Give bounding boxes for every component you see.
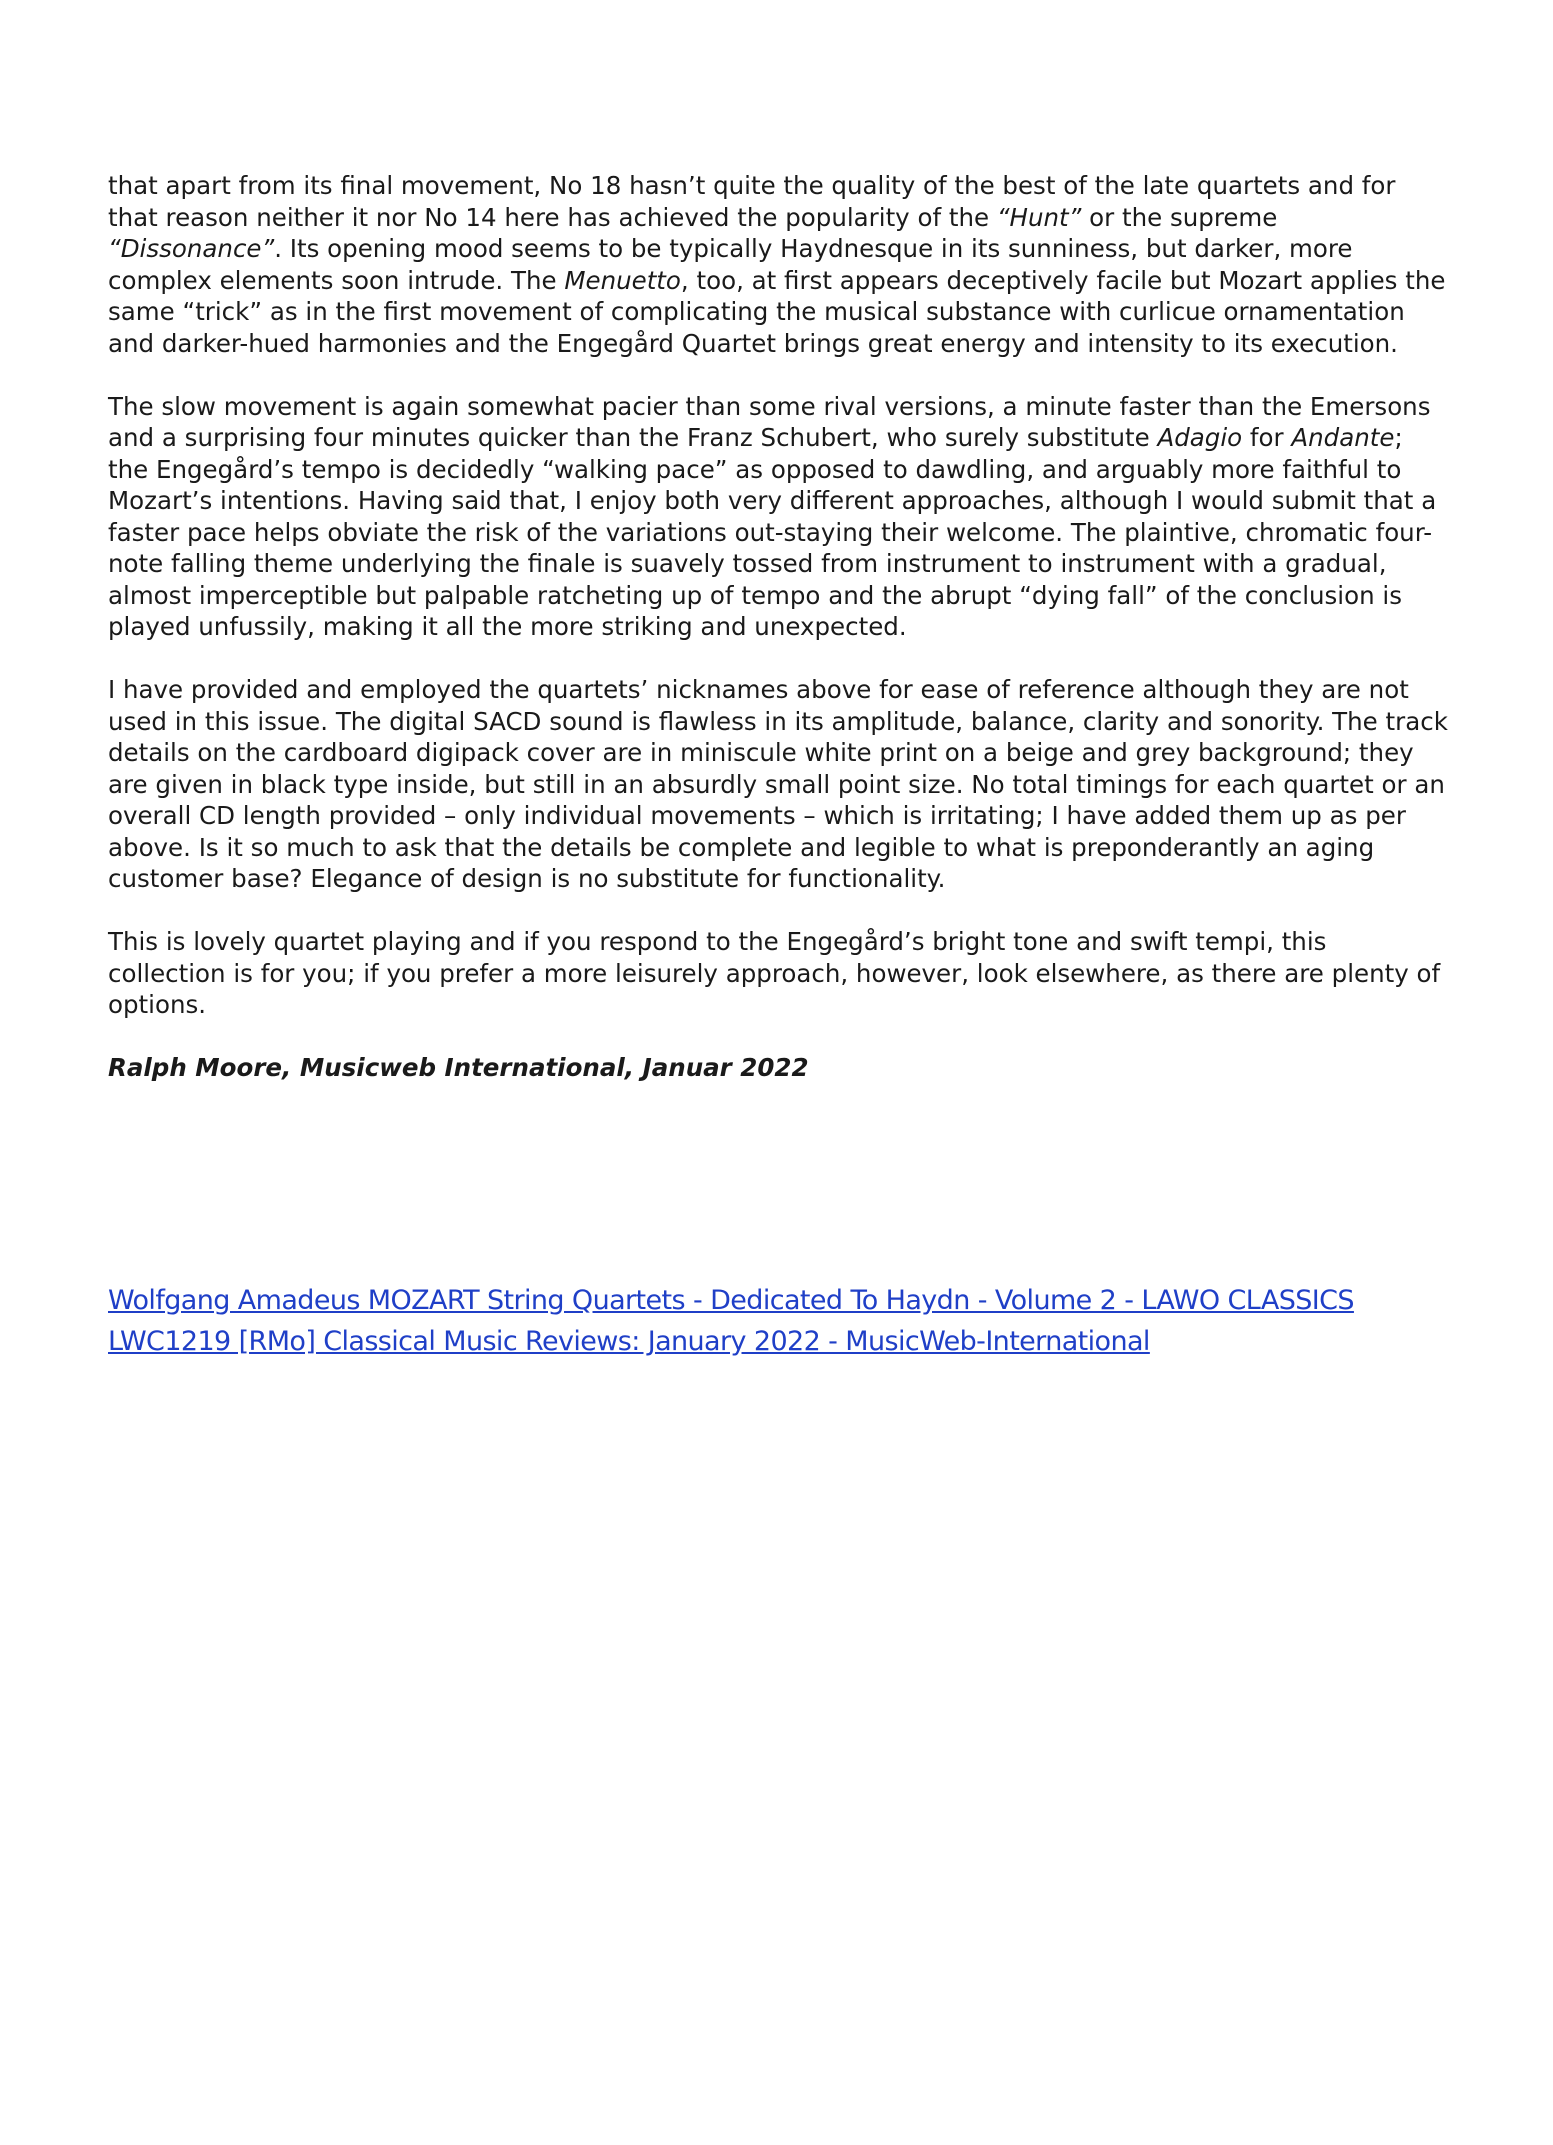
paragraph-2 — [108, 391, 1448, 643]
review-body — [108, 170, 1448, 1115]
paragraph-1 — [108, 170, 1448, 359]
paragraph-4 — [108, 926, 1448, 1021]
source-link-block — [108, 1280, 1448, 1362]
review-signature: Ralph Moore, Musicweb International, Januar 2022 — [108, 1053, 809, 1082]
text-segment: for — [1242, 423, 1292, 452]
text-segment: . Its opening mood seems to be typically Haydnesque in its sunniness, but darker, more complex elements soon intrude. The — [108, 234, 1353, 295]
source-link-line-2[interactable]: LWC1219 [RMo] Classical Music Reviews: January 2022 - MusicWeb-International — [108, 1326, 1150, 1357]
text-segment: I have provided and employed the quartets’ nicknames above for ease of reference although they are not used in this issue. The digital SACD sound is flawless in its amplitude, balance, clarity and sonority. The track details on the cardboard digipack cover are in miniscule white print on a beige and grey background; they are given in black type inside, but still in an absurdly small point size. No total timings for each quartet or an overall CD length provided – only individual movements – which is irritating; I have added them up as per above. Is it so much to ask that the details be complete and legible to what is preponderantly an aging customer base? Elegance of design is no substitute for functionality. — [108, 675, 1448, 893]
italic-term-menuetto: Menuetto — [564, 265, 681, 295]
text-segment: This is lovely quartet playing and if you respond to the Engegård’s bright tone and swift tempi, this collection is for you; if you prefer a more leisurely approach, however, look elsewhere, as there are plenty of options. — [108, 927, 1441, 1019]
italic-term-adagio: Adagio — [1157, 423, 1243, 452]
text-segment: ; the Engegård’s tempo is decidedly “walking pace” as opposed to dawdling, and arguably more faithful to Mozart’s intentions. Having said that, I enjoy both very different approaches, although I would submit that a faster pace helps obviate the risk of the variations out-staying their welcome. The plaintive, chromatic four-note falling theme underlying the finale is suavely tossed from instrument to instrument with a gradual, almost imperceptible but palpable ratcheting up of tempo and the abrupt “dying fall” of the conclusion is played unfussily, making it all the more striking and unexpected. — [108, 423, 1437, 641]
text-segment: , too, at first appears deceptively facile but Mozart applies the same “trick” as in the first movement of complicating the musical substance with curlicue ornamentation and darker-hued harmonies and the Engegård Quartet brings great energy and intensity to its execution. — [108, 265, 1446, 358]
italic-title-hunt: “Hunt” — [996, 202, 1082, 232]
text-segment: The slow movement is again somewhat pacier than some rival versions, a minute faster than the Emersons and a surprising four minutes quicker than the Franz Schubert, who surely substitute — [108, 391, 1431, 452]
source-link-line-1[interactable]: Wolfgang Amadeus MOZART String Quartets - Dedicated To Haydn - Volume 2 - LAWO CLASSICS — [108, 1285, 1354, 1316]
text-segment: that apart from its final movement, No 18 hasn’t quite the quality of the best of the late quartets and for that reason neither it nor No 14 here has achieved the popularity of the — [108, 171, 1396, 232]
source-link[interactable] — [108, 1280, 1448, 1362]
italic-term-andante: Andante — [1291, 423, 1395, 452]
italic-title-dissonance: “Dissonance” — [108, 234, 275, 263]
paragraph-3 — [108, 674, 1448, 895]
text-segment: or the supreme — [1081, 202, 1278, 232]
